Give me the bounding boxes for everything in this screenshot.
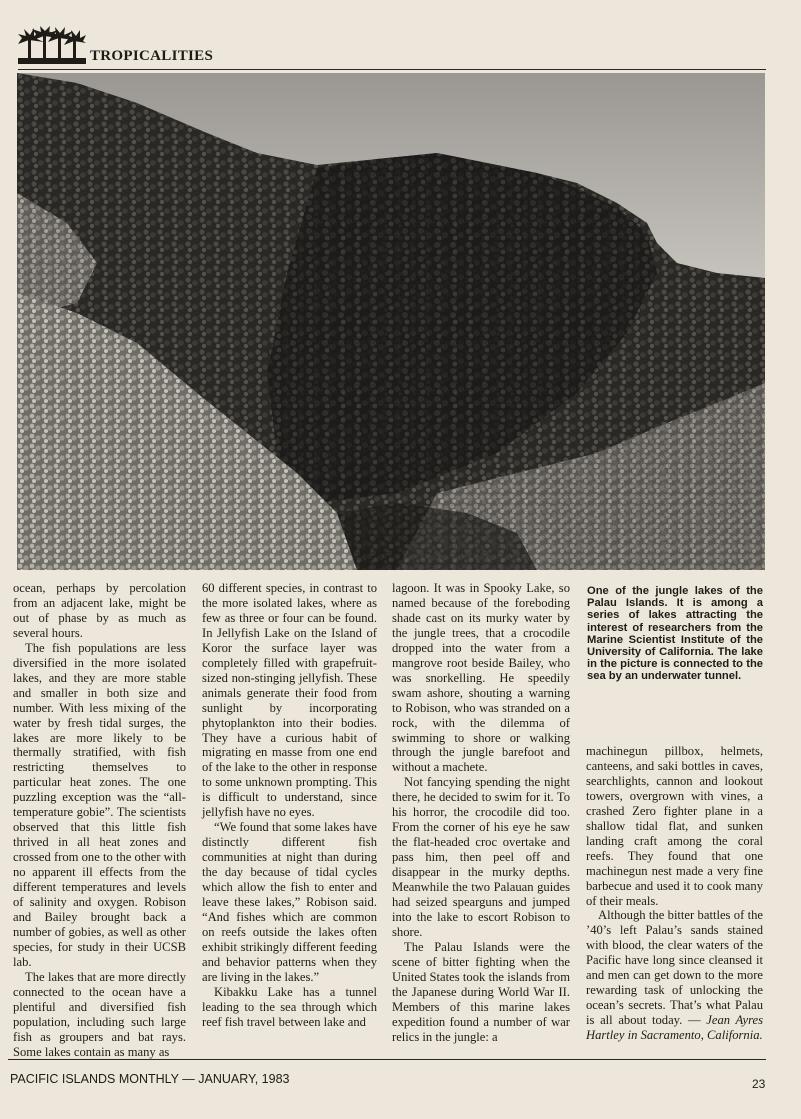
paragraph: Not fancying spending the night there, he decided to swim for it. To his horror, the crocodile did too. From the corner of his eye he saw the flat-headed croc overtake and pass him, then peel off and disappear in the murky depths. Meanwhile the two Palauan guides had seized spearguns and jumped into the lake to escort Robison to shore. bbox=[392, 775, 570, 939]
page-header bbox=[18, 26, 766, 70]
paragraph: The lakes that are more directly connected to the ocean have a plentiful and diversified fish population, including such large fish as groupers and bat rays. Some lakes contain as many as bbox=[13, 969, 186, 1059]
paragraph: ocean, perhaps by percolation from an adjacent lake, might be out of phase by as much as several hours. bbox=[13, 581, 186, 640]
section-title: TROPICALITIES bbox=[90, 48, 214, 64]
paragraph: The fish populations are less diversified in the more isolated lakes, and they are more stable and smaller in both size and number. With less mixing of the water by fresh tidal surges, the lakes are more likely to be thermally stratified, with fish restricting themselves to particular heat zones. The one puzzling exception was the “all-temperature gobie”. The scientists observed that this little fish thrived in all heat zones and crossed from one to the other with no apparent ill effects from the different temperatures and levels of salinity and oxygen. Robison and Bailey brought back a number of gobies, as well as other species, for study in their UCSB lab. bbox=[13, 640, 186, 969]
photo-caption: One of the jungle lakes of the Palau Islands. It is among a series of lakes attracting the interest of researchers from the Marine Scientist Institute of the University of California. The lake in the picture is connected to the sea by an underwater tunnel. bbox=[587, 585, 763, 683]
paragraph bbox=[586, 908, 763, 1043]
palm-trees-logo-icon bbox=[18, 26, 86, 66]
article-column-4 bbox=[586, 744, 763, 1043]
publication-footer: PACIFIC ISLANDS MONTHLY — JANUARY, 1983 bbox=[10, 1072, 290, 1086]
article-column-3 bbox=[392, 581, 570, 1045]
paragraph: 60 different species, in contrast to the more isolated lakes, where as few as three or four can be found. In Jellyfish Lake on the Island of Koror the surface layer was completely filled with grapefruit-sized non-stinging jellyfish. These animals generate their food from sunlight by incorporating phytoplankton into their bodies. They have a curious habit of migrating en masse from one end of the lake to the other in response to some unknown prompting. This is difficult to understand, since jellyfish have no eyes. bbox=[202, 581, 377, 820]
paragraph: Kibakku Lake has a tunnel leading to the sea through which reef fish travel between lake and bbox=[202, 984, 377, 1029]
paragraph-text: Although the bitter battles of the ’40’s left Palau’s sands stained with blood, the clear waters of the Pacific have long since cleansed it and men can get down to the more rewarding task of unlocking the ocean’s secrets. That’s what Palau is all about today. — bbox=[586, 908, 763, 1028]
jungle-lake-photo bbox=[17, 73, 765, 570]
article-column-1 bbox=[13, 581, 186, 1060]
paragraph: “We found that some lakes have distinctly different fish communities at night than during the day because of tidal cycles which allow the fish to enter and leave these lakes,” Robison said. “And fishes which are common on reefs outside the lakes often exhibit strikingly different feeding and behavior patterns when they are living in the lakes.” bbox=[202, 820, 377, 984]
paragraph: The Palau Islands were the scene of bitter fighting when the United States took the islands from the Japanese during World War II. Members of this marine lakes expedition found a number of war relics in the jungle: a bbox=[392, 939, 570, 1044]
footer-rule bbox=[8, 1059, 766, 1060]
author-byline: Jean Ayres Hartley in Sacramento, California. bbox=[586, 1013, 763, 1043]
article-column-2 bbox=[202, 581, 377, 1030]
page-number: 23 bbox=[752, 1077, 766, 1091]
paragraph: machinegun pillbox, helmets, canteens, and saki bottles in caves, searchlights, cannon and lookout towers, overgrown with vines, a crashed Zero fighter plane in a shallow tidal flat, and sunken landing craft among the coral reefs. They found that one machinegun nest made a very fine barbecue and used it to cook many of their meals. bbox=[586, 744, 763, 908]
paragraph: lagoon. It was in Spooky Lake, so named because of the foreboding shade cast on its murky water by the jungle trees, that a crocodile dropped into the water from a mangrove root beside Bailey, who was snorkelling. He speedily swam ashore, shouting a warning to Robison, who was stranded on a rock, with the dilemma of swimming to shore or walking through the jungle barefoot and without a machete. bbox=[392, 581, 570, 775]
header-rule bbox=[18, 69, 766, 70]
